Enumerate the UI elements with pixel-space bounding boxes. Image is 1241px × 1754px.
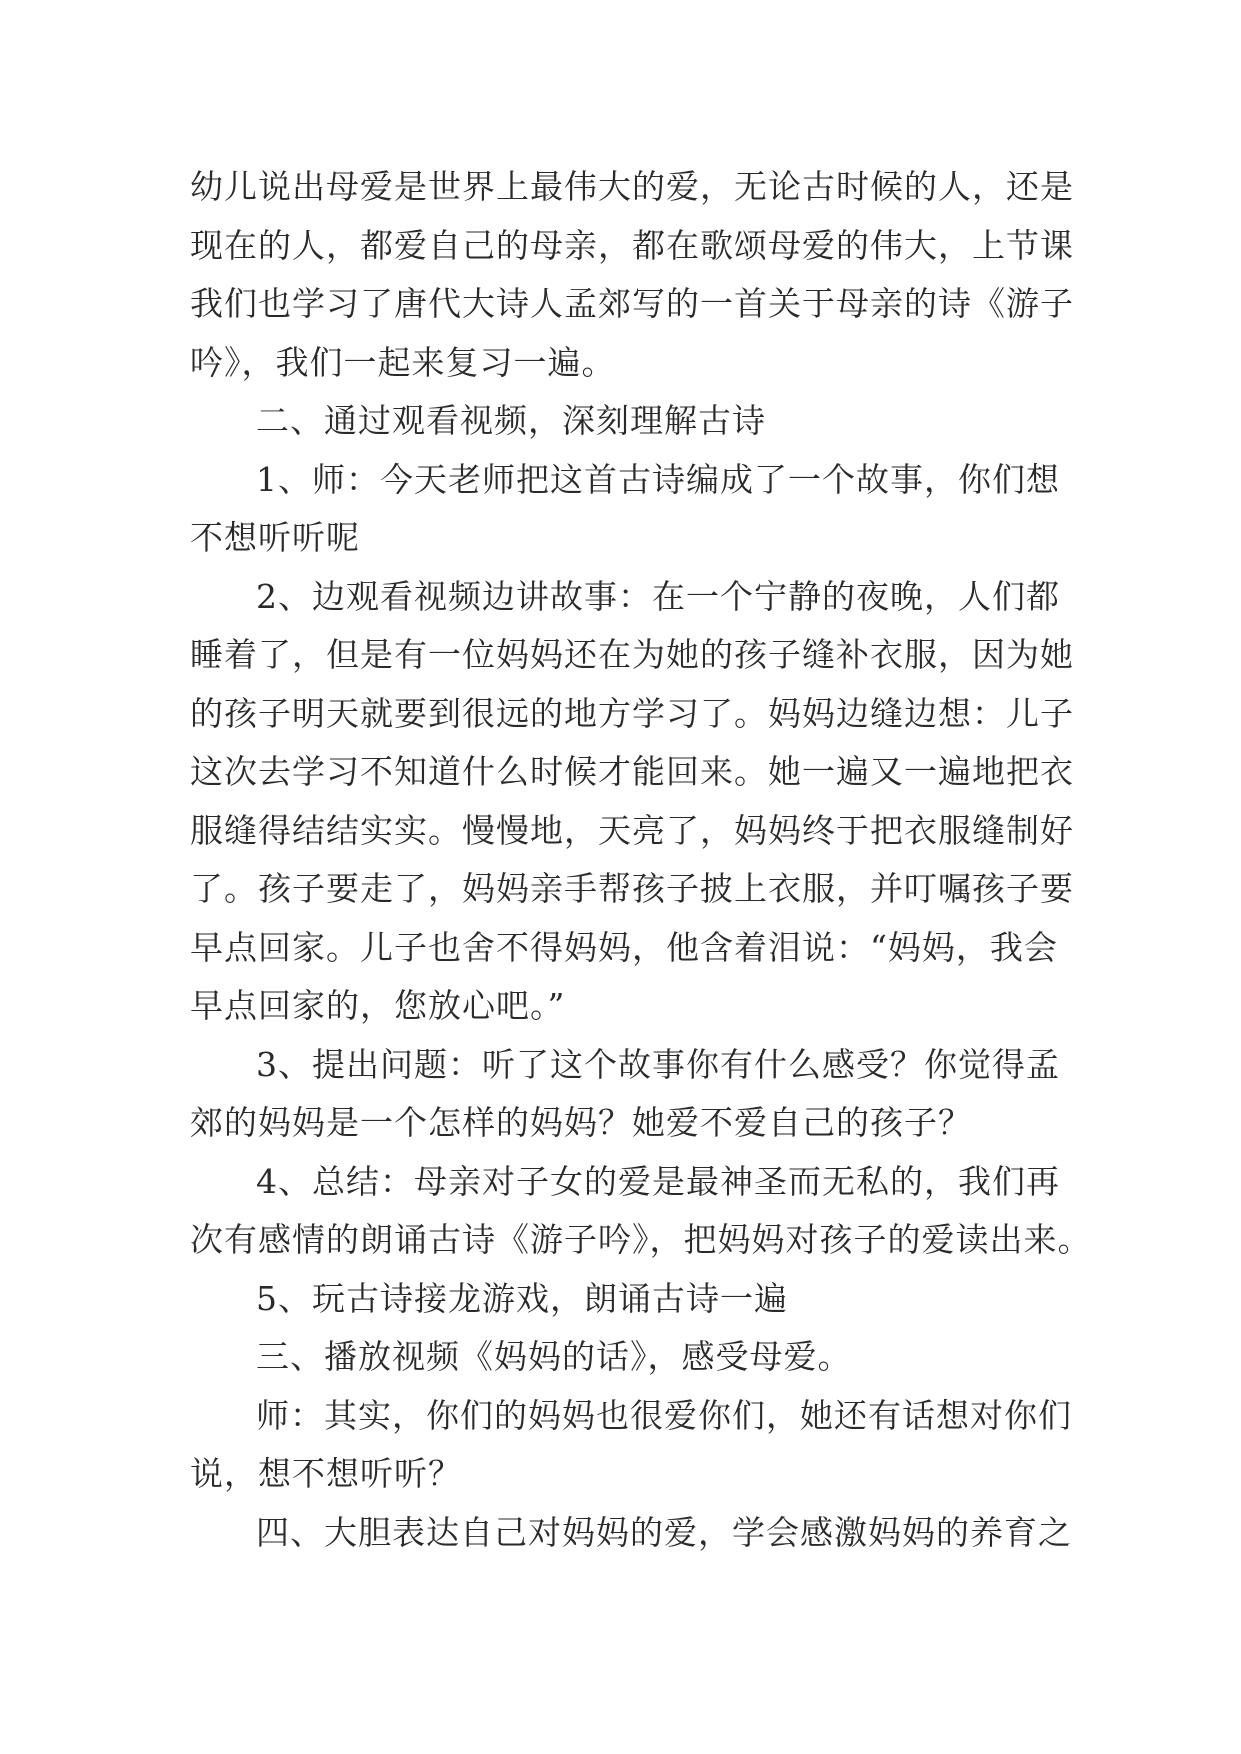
text-line: 次有感情的朗诵古诗《游子吟》，把妈妈对孩子的爱读出来。 <box>190 1220 1092 1259</box>
text-line: 3、提出问题：听了这个故事你有什么感受？你觉得孟 <box>256 1044 1060 1084</box>
text-line: 幼儿说出母爱是世界上最伟大的爱，无论古时候的人，还是 <box>190 167 1074 206</box>
text-line: 了。孩子要走了，妈妈亲手帮孩子披上衣服，并叮嘱孩子要 <box>190 869 1074 908</box>
text-line: 的孩子明天就要到很远的地方学习了。妈妈边缝边想：儿子 <box>190 693 1074 733</box>
text-line: 5、玩古诗接龙游戏，朗诵古诗一遍 <box>256 1278 788 1318</box>
text-line: 早点回家。儿子也舍不得妈妈，他含着泪说：“妈妈，我会 <box>190 927 1058 967</box>
text-line: 4、总结：母亲对子女的爱是最神圣而无私的，我们再 <box>256 1161 1060 1201</box>
text-line: 三、播放视频《妈妈的话》，感受母爱。 <box>256 1337 852 1376</box>
text-line: 四、大胆表达自己对妈妈的爱，学会感激妈妈的养育之 <box>256 1512 1072 1552</box>
text-line: 这次去学习不知道什么时候才能回来。她一遍又一遍地把衣 <box>190 752 1074 791</box>
text-line: 师：其实，你们的妈妈也很爱你们，她还有话想对你们 <box>256 1395 1072 1435</box>
text-line: 不想听听呢 <box>190 518 360 557</box>
text-line: 1、师：今天老师把这首古诗编成了一个故事，你们想 <box>256 459 1060 499</box>
document-body <box>190 158 1092 1562</box>
text-line: 服缝得结结实实。慢慢地，天亮了，妈妈终于把衣服缝制好 <box>190 810 1074 850</box>
text-line: 说，想不想听听？ <box>190 1454 462 1493</box>
text-line: 郊的妈妈是一个怎样的妈妈？她爱不爱自己的孩子？ <box>190 1103 972 1142</box>
text-line: 现在的人，都爱自己的母亲，都在歌颂母爱的伟大，上节课 <box>190 225 1074 265</box>
text-line: 我们也学习了唐代大诗人孟郊写的一首关于母亲的诗《游子 <box>190 284 1074 323</box>
text-line: 早点回家的，您放心吧。” <box>190 986 566 1025</box>
text-line: 二、通过观看视频，深刻理解古诗 <box>256 401 766 440</box>
text-line: 睡着了，但是有一位妈妈还在为她的孩子缝补衣服，因为她 <box>190 635 1074 674</box>
text-line: 吟》，我们一起来复习一遍。 <box>190 342 616 382</box>
text-line: 2、边观看视频边讲故事：在一个宁静的夜晚，人们都 <box>256 576 1060 616</box>
